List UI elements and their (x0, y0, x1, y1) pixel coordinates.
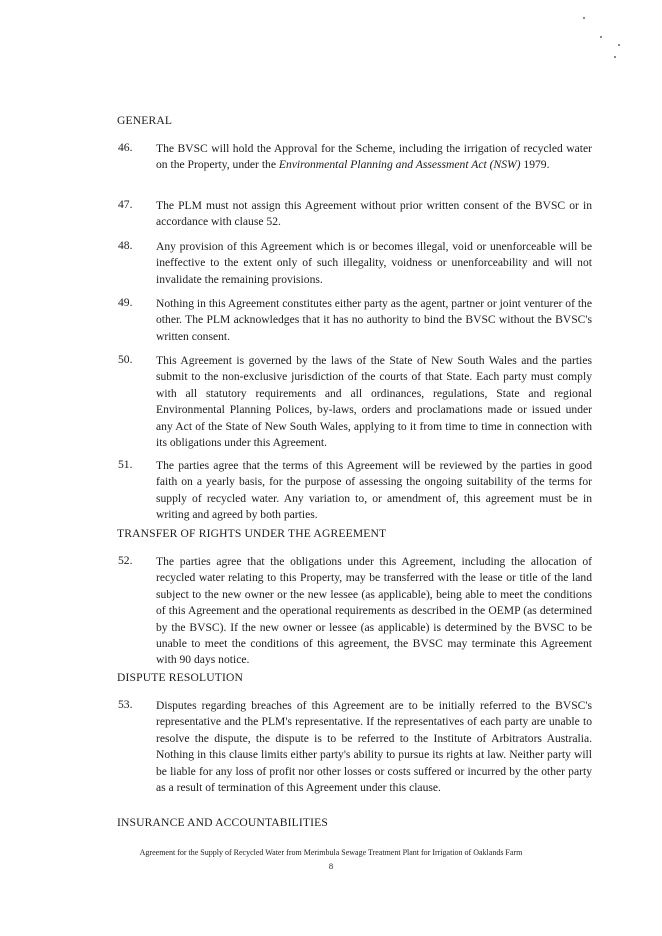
section-heading-general: GENERAL (117, 114, 173, 127)
clause-text: The PLM must not assign this Agreement without prior written consent of the BVSC or in accordance with clause 52. (156, 199, 592, 229)
clause-number: 50. (118, 353, 133, 366)
clause-text: The parties agree that the obligations under this Agreement, including the allocation of recycled water relating to this Property, may be transferred with the lease or title of the land subject to the new owner or the new lessee (as applicable), being able to meet the conditions of this Agreement and the operational requirements as described in the OEMP (as determined by the BVSC). If the new owner or lessee (as applicable) is determined by the BVSC to be unable to meet the conditions of this agreement, the BVSC may terminate this Agreement with 90 days notice. (156, 555, 592, 667)
clause-text: Any provision of this Agreement which is or becomes illegal, void or unenforceable will be ineffective to the extent only of such illegality, voidness or unenforceability and will not invalidate the remaining provisions. (156, 240, 592, 286)
act-title: Environmental Planning and Assessment Act (NSW) (278, 158, 521, 172)
clause-text: This Agreement is governed by the laws of the State of New South Wales and the parties submit to the non-exclusive jurisdiction of the courts of that State. Each party must comply with all statutory requirements and all ordinances, regulations, State and regional Environmental Planning Polices, by-laws, orders and proclamations made or issued under any Act of the State of New South Wales, applying to it from time to time in connection with its obligations under this Agreement. (156, 354, 592, 450)
section-heading-dispute: DISPUTE RESOLUTION (117, 671, 244, 684)
clause-number: 53. (118, 698, 133, 711)
clause-52 (118, 554, 592, 669)
clause-text: The parties agree that the terms of this Agreement will be reviewed by the parties in good faith on a yearly basis, for the purpose of assessing the ongoing suitability of the terms for supply of recycled water. Any variation to, or amendment of, this agreement must be in writing and agreed by both parties. (156, 459, 592, 522)
clause-number: 46. (118, 141, 133, 154)
scan-speck (614, 56, 616, 58)
clause-50 (118, 353, 592, 451)
clause-number: 48. (118, 239, 133, 252)
clause-text: Nothing in this Agreement constitutes either party as the agent, partner or joint venturer of the other. The PLM acknowledges that it has no authority to bind the BVSC without the BVSC's written consent. (156, 297, 592, 343)
scan-speck (600, 36, 602, 38)
clause-number: 49. (118, 296, 133, 309)
clause-46 (118, 141, 592, 174)
clause-48 (118, 239, 592, 288)
scan-speck (583, 17, 585, 19)
clause-47 (118, 198, 592, 231)
section-heading-transfer: TRANSFER OF RIGHTS UNDER THE AGREEMENT (117, 527, 387, 540)
footer-title: Agreement for the Supply of Recycled Water from Merimbula Sewage Treatment Plant for Irrigation of Oaklands Farm (139, 848, 523, 857)
clause-number: 52. (118, 554, 133, 567)
clause-number: 51. (118, 458, 133, 471)
page-number: 8 (328, 861, 334, 871)
clause-53 (118, 698, 592, 796)
clause-text: Disputes regarding breaches of this Agreement are to be initially referred to the BVSC's representative and the PLM's representative. If the representatives of each party are unable to resolve the dispute, the dispute is to be referred to the Institute of Arbitrators Australia. Nothing in this clause limits either party's ability to pursue its rights at law. Neither party will be liable for any loss of profit nor other losses or costs suffered or incurred by the other party as a result of termination of this Agreement under this clause. (156, 699, 592, 795)
clause-51 (118, 458, 592, 524)
clause-49 (118, 296, 592, 345)
clause-text: The BVSC will hold the Approval for the Scheme, including the irrigation of recycled water on the Property, under the Environmental Planning and Assessment Act (NSW) 1979. (156, 142, 592, 172)
section-heading-insurance: INSURANCE AND ACCOUNTABILITIES (117, 816, 328, 829)
clause-number: 47. (118, 198, 133, 211)
scan-speck (618, 44, 620, 46)
